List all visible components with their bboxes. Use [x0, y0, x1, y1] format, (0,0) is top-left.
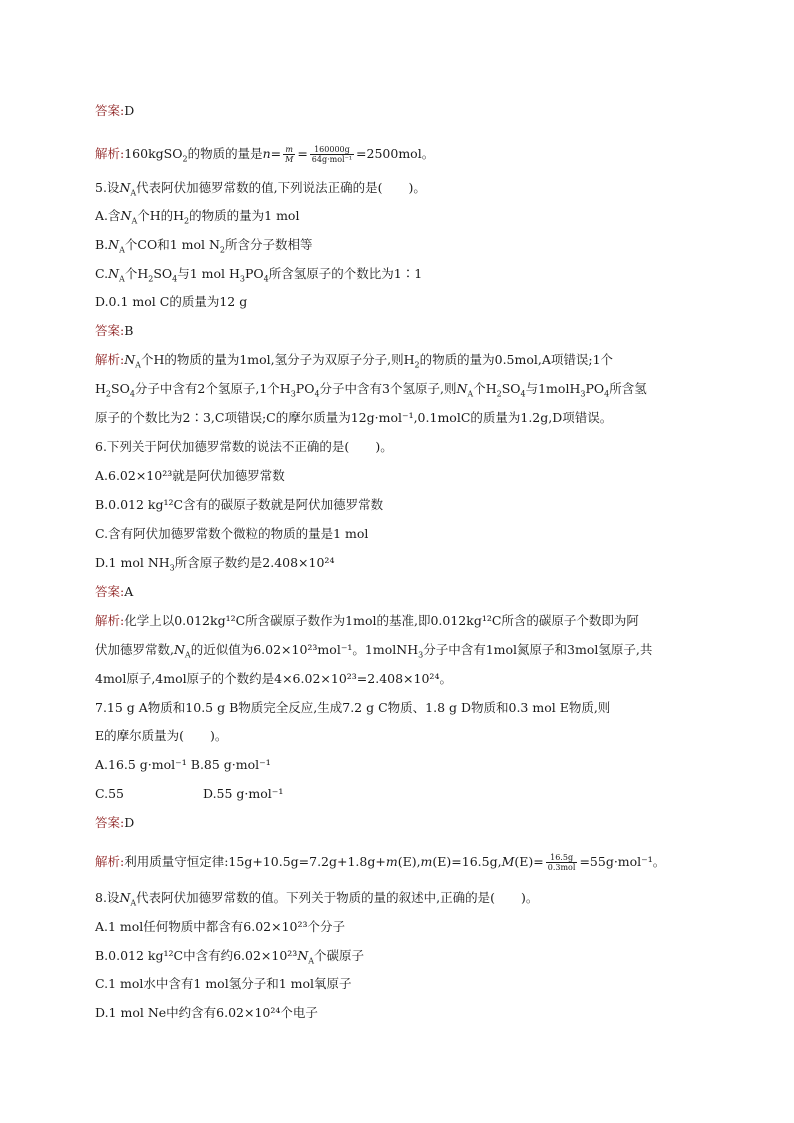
q7-answer: [95, 815, 134, 831]
q6-analysis-line-1: 解析:化学上以0.012kg¹²C所含碳原子数作为1mol的基准,即0.012kg¹²C所含的碳原子个数即为阿: [95, 613, 639, 628]
q5-analysis-line-1: 解析$:N_A$个H的物质的量为1mol,氢分子为双原子分子,则$H_2$的物质的量为0.5mol,A项错误;1个: [95, 352, 614, 370]
q8-option-b: B.0.012 kg¹²C中含有约$6.02\times 10^{23}N_A$个碳原子: [95, 948, 365, 966]
q7-option-a: A.16.5 g·mol⁻¹: [95, 757, 187, 772]
q6-analysis-line-2: 伏加德罗常数$,N_A$的近似值为6.02×10²³mol⁻¹。1molNH$_3$分子中含有1mol氮原子和3mol氢原子,共: [95, 642, 653, 660]
q6-option-d: D.1 mol $NH_3$所含原子数约是2.408×10²⁴: [95, 555, 335, 573]
answer-value: B: [124, 323, 134, 338]
mass-over-molar-fraction: $\frac{m}{M}$: [285, 145, 294, 164]
q5-option-c: $C.N_A$个$H_2SO_4$与1 mol $H_3PO_4$所含氢原子的个数比为1∶1: [95, 266, 423, 284]
answer-label: 答案:: [95, 103, 125, 118]
q6-option-c: C.含有阿伏加德罗常数个微粒的物质的量是1 mol: [95, 526, 369, 541]
answer-label: 答案:: [95, 815, 125, 830]
q4-answer: [95, 103, 134, 119]
q7-option-c: C.55: [95, 786, 124, 801]
q7-stem-line-2: E的摩尔质量为( )。: [95, 728, 228, 743]
q5-stem: 5.设$N_A$代表阿伏加德罗常数的值,下列说法正确的是( )。: [95, 180, 426, 198]
analysis-label: 解析:: [95, 146, 125, 161]
answer-value: D: [124, 103, 135, 118]
answer-value: A: [124, 584, 134, 599]
q8-option-c: C.1 mol水中含有1 mol氢分子和1 mol氧原子: [95, 976, 352, 991]
analysis-label: 解析:: [95, 854, 125, 869]
q6-option-b: B.0.012 kg¹²C含有的碳原子数就是阿伏加德罗常数: [95, 497, 384, 512]
q6-analysis-line-3: 4mol原子,4mol原子的个数约是4×6.02×10²³=2.408×10²⁴。: [95, 671, 452, 686]
q8-option-a: A.1 mol任何物质中都含有6.02×10²³个分子: [95, 919, 346, 934]
q6-stem: 6.下列关于阿伏加德罗常数的说法不正确的是( )。: [95, 439, 393, 454]
q5-answer: [95, 323, 133, 339]
q8-option-d: D.1 mol Ne中约含有6.02×10²⁴个电子: [95, 1005, 318, 1020]
q6-option-a: A.6.02×10²³就是阿伏加德罗常数: [95, 468, 285, 483]
q4-analysis: 解析:160kgSO$_2$的物质的量是n= $\frac{m}{M}$ = $\frac{160000g}{\text{64g·mol⁻¹}}$ =2500mol。: [95, 145, 435, 164]
value-fraction: $\frac{160000g}{\text{64g·mol⁻¹}}$: [311, 145, 353, 164]
answer-value: D: [124, 815, 135, 830]
answer-label: 答案:: [95, 323, 125, 338]
q7-option-d: D.55 g·mol⁻¹: [203, 786, 284, 801]
q5-analysis-line-3: 原子的个数比为2∶3,C项错误;C的摩尔质量为12g·mol⁻¹,0.1molC的质量为1.2g,D项错误。: [95, 410, 613, 425]
q6-answer: [95, 584, 133, 600]
q5-option-b: $B.N_A$个CO和1 mol $N_2$所含分子数相等: [95, 237, 313, 255]
q7-options-ab: [95, 757, 271, 773]
q5-option-a: A.含$N_A$个H的$H_2$的物质的量为1 mol: [95, 208, 300, 226]
analysis-label: 解析:: [95, 613, 125, 628]
q7-analysis: 解析:利用质量守恒定律:15g+10.5g=7.2g+1.8g+m(E),m(E)=16.5g,M(E)= $\frac{16.5g}{\text{0.3mol}}$ =55g·mol⁻¹。: [95, 853, 666, 872]
molar-mass-fraction: $\frac{16.5g}{\text{0.3mol}}$: [547, 853, 576, 872]
answer-label: 答案:: [95, 584, 125, 599]
q7-stem-line-1: 7.15 g A物质和10.5 g B物质完全反应,生成7.2 g C物质、1.8 g D物质和0.3 mol E物质,则: [95, 700, 611, 715]
q7-option-b: B.85 g·mol⁻¹: [190, 757, 271, 772]
q5-analysis-line-2: $H_2SO_4$分子中含有2个氢原子,1个$H_3PO_4$分子中含有3个氢原子,则$N_A$个$H_2SO_4$与$1molH_3PO_4$所含氢: [95, 381, 647, 399]
analysis-label: 解析:: [95, 352, 125, 367]
q8-stem: 8.设$N_A$代表阿伏加德罗常数的值。下列关于物质的量的叙述中,正确的是( )。: [95, 890, 539, 908]
q5-option-d: D.0.1 mol C的质量为12 g: [95, 294, 248, 309]
